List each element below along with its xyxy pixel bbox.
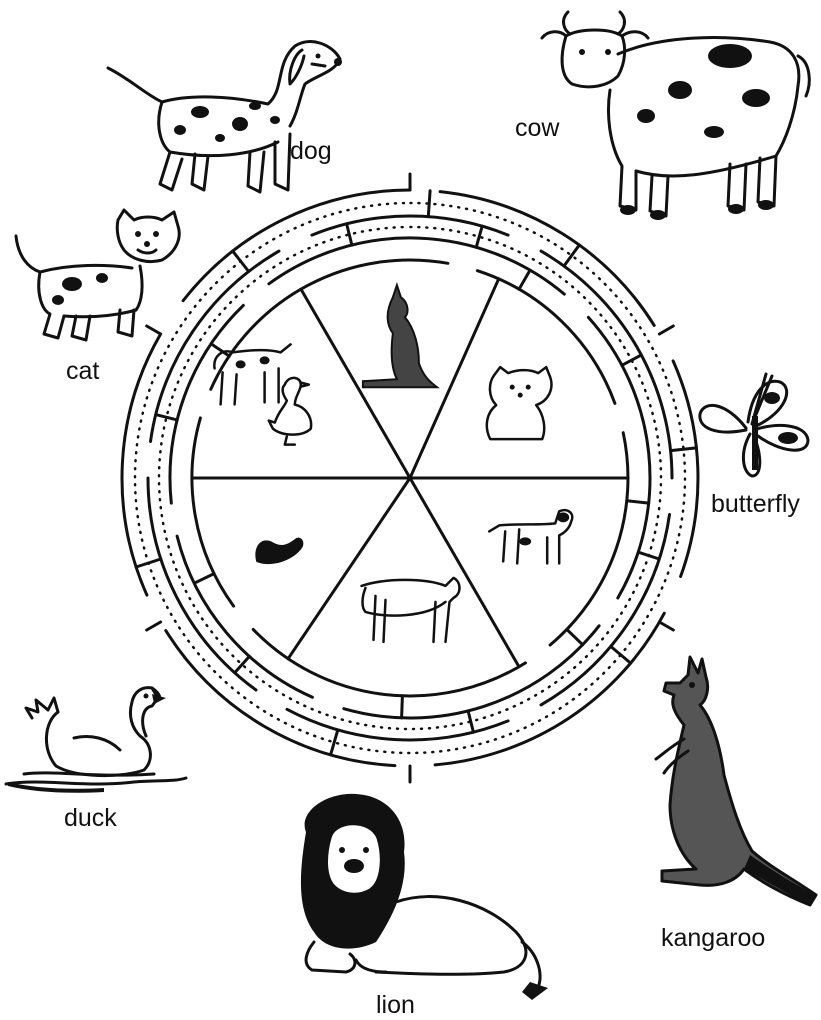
maze-ring-4 <box>253 629 525 696</box>
wedge-caterpillar-icon <box>255 538 303 564</box>
maze-wall <box>622 355 641 365</box>
maze-wall <box>428 191 430 217</box>
wedge-cat-icon <box>487 367 552 439</box>
maze-wall <box>659 326 673 334</box>
maze-ring-3 <box>170 305 243 503</box>
maze-ring-1 <box>440 192 654 326</box>
maze-wall <box>567 629 583 644</box>
maze-wall <box>288 478 410 659</box>
maze-wall <box>235 656 250 672</box>
label-duck: duck <box>64 804 117 832</box>
maze-wall <box>638 552 659 559</box>
maze-ring-2 <box>148 478 256 690</box>
maze-wall <box>147 622 161 630</box>
maze-ring-2 <box>312 216 508 235</box>
maze-wall <box>147 326 161 334</box>
label-kangaroo: kangaroo <box>661 924 766 952</box>
maze-wall <box>194 574 214 584</box>
maze-ring-4 <box>192 418 234 606</box>
maze-wall <box>136 559 161 567</box>
label-butterfly: butterfly <box>711 490 800 518</box>
maze-wall <box>564 245 579 266</box>
maze-wall <box>611 646 631 663</box>
wedge-duck-icon <box>269 378 311 445</box>
maze-ring-1 <box>183 190 410 301</box>
maze-ring-1 <box>122 334 161 595</box>
maze-wall <box>402 696 403 718</box>
maze-ring-1 <box>166 631 395 766</box>
maze-wall <box>233 251 249 271</box>
maze-wall <box>627 501 649 503</box>
wedge-lamb-icon <box>362 578 460 642</box>
label-dog: dog <box>290 137 332 165</box>
maze-wall <box>671 448 697 451</box>
maze-wall <box>410 478 519 667</box>
label-cat: cat <box>66 357 100 385</box>
wedge-kangaroo-icon <box>363 285 437 387</box>
maze-ring-3 <box>344 626 599 718</box>
maze-wall <box>519 270 530 289</box>
label-cow: cow <box>515 114 560 142</box>
label-lion: lion <box>376 991 415 1019</box>
maze-ring-4 <box>550 433 628 645</box>
maze-wall <box>659 622 673 630</box>
maze-ring-3 <box>588 317 650 598</box>
wedge-lion-cub-icon <box>489 510 572 563</box>
maze-ring-2 <box>287 709 508 740</box>
